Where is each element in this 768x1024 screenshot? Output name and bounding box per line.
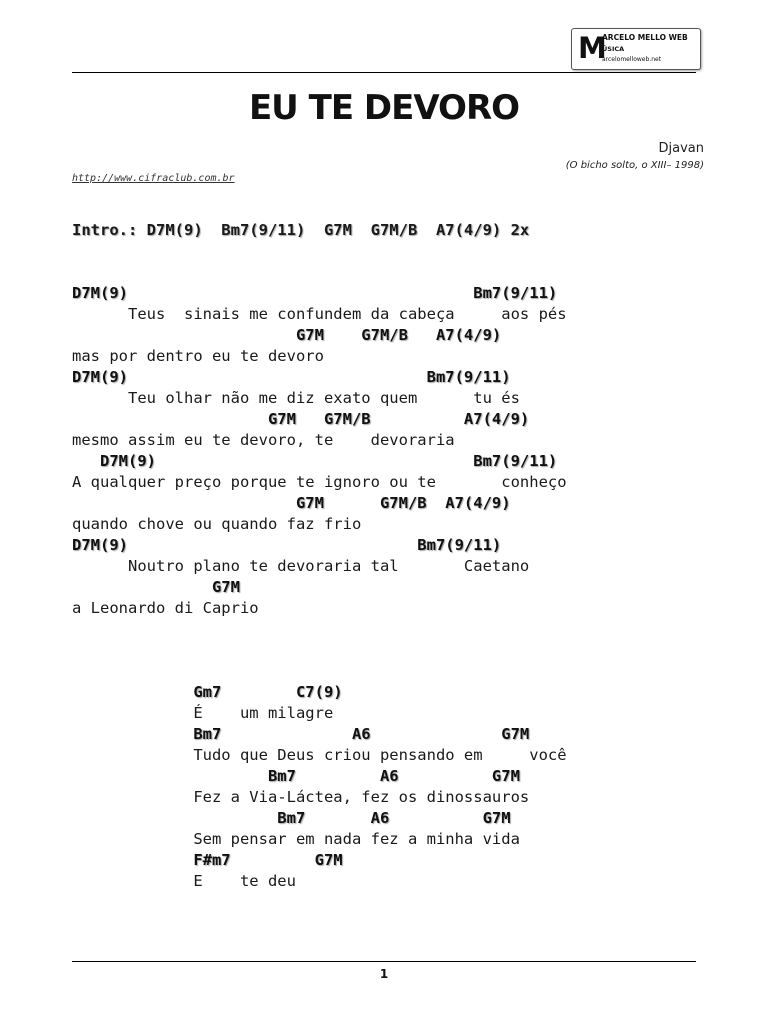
song-title: EU TE DEVORO [248, 88, 520, 128]
logo-line-site: arcelomelloweb.net [602, 56, 662, 63]
lyric-line: Fez a Via-Láctea, fez os dinossauros [72, 788, 530, 806]
blank-line [72, 619, 567, 640]
chord-line: D7M(9) Bm7(9/11) [72, 368, 511, 386]
lyric-line: Teu olhar não me diz exato quem tu és [72, 389, 520, 407]
chord-line: D7M(9) Bm7(9/11) [72, 452, 558, 470]
chord-line: G7M G7M/B A7(4/9) [72, 410, 530, 428]
header-divider [72, 72, 696, 73]
chord-line: Gm7 C7(9) [72, 683, 343, 701]
chord-line: G7M G7M/B A7(4/9) [72, 494, 511, 512]
lyric-line: mesmo assim eu te devoro, te devoraria [72, 431, 455, 449]
lyric-line: E te deu [72, 872, 296, 890]
lyric-line: mas por dentro eu te devoro [72, 347, 324, 365]
lyric-line: a Leonardo di Caprio [72, 599, 259, 617]
chord-line: G7M [72, 578, 240, 596]
chord-line: D7M(9) Bm7(9/11) [72, 536, 502, 554]
blank-line [72, 640, 567, 661]
source-link[interactable]: http://www.cifraclub.com.br [72, 173, 235, 184]
logo-line-name: ARCELO MELLO WEB [602, 33, 688, 42]
chord-line: Bm7 A6 G7M [72, 809, 511, 827]
footer-divider [72, 961, 696, 962]
intro-line: Intro.: D7M(9) Bm7(9/11) G7M G7M/B A7(4/9) 2x [72, 221, 530, 239]
chord-line: Bm7 A6 G7M [72, 767, 520, 785]
page-number: 1 [379, 967, 389, 981]
blank-line [72, 262, 567, 283]
lyric-line: Teus sinais me confundem da cabeça aos pés [72, 305, 567, 323]
chord-line: G7M G7M/B A7(4/9) [72, 326, 502, 344]
lyric-line: quando chove ou quando faz frio [72, 515, 362, 533]
blank-line [72, 241, 567, 262]
chord-line: Bm7 A6 G7M [72, 725, 530, 743]
song-album: (O bicho solto, o XIII– 1998) [565, 160, 704, 171]
chord-sheet [72, 220, 567, 892]
logo-line-music: ÚSICA [602, 45, 625, 53]
logo-initial: M [578, 31, 607, 65]
song-artist: Djavan [658, 141, 704, 156]
blank-line [72, 661, 567, 682]
lyric-line: A qualquer preço porque te ignoro ou te conheço [72, 473, 567, 491]
lyric-line: Tudo que Deus criou pensando em você [72, 746, 567, 764]
chord-line: F#m7 G7M [72, 851, 343, 869]
lyric-line: É um milagre [72, 704, 334, 722]
lyric-line: Noutro plano te devoraria tal Caetano [72, 557, 530, 575]
lyric-line: Sem pensar em nada fez a minha vida [72, 830, 520, 848]
chord-line: D7M(9) Bm7(9/11) [72, 284, 558, 302]
publisher-logo [571, 28, 701, 70]
